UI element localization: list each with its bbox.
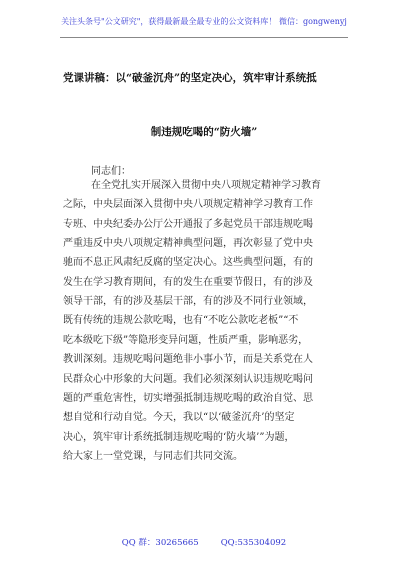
paragraph-line: 严重违反中央八项规定精神典型问题，再次彰显了党中央 <box>63 238 313 250</box>
paragraph-line: 之际，中央层面深入贯彻中央八项规定精神学习教育工作 <box>63 199 313 211</box>
paragraph-line: 教训深刻。违规吃喝问题绝非小事小节，而是关系党在人 <box>63 354 313 366</box>
greeting: 同志们： <box>91 166 131 177</box>
paragraph-line: 驰而不息正风肃纪反腐的坚定决心。这些典型问题，有的 <box>63 257 313 269</box>
footer-qq-number: QQ:535304092 <box>220 538 287 548</box>
paragraph-line: 发生在学习教育期间，有的发生在重要节假日，有的涉及 <box>63 276 313 288</box>
footer-qq-group: QQ 群：30265665 <box>121 538 199 548</box>
document-title-line-2: 制违规吃喝的“防火墙” <box>150 126 258 138</box>
document-title-line-1: 党课讲稿：以“破釜沉舟”的坚定决心，筑牢审计系统抵 <box>63 72 317 84</box>
paragraph-line: 领导干部，有的涉及基层干部，有的涉及不同行业领域， <box>63 296 313 308</box>
paragraph-line: 想自觉和行动自觉。今天，我以“以‘破釜沉舟’的坚定 <box>63 412 295 424</box>
paragraph-line: 给大家上一堂党课，与同志们共同交流。 <box>63 450 243 462</box>
paragraph-line: 吃本级吃下级”等隐形变异问题，性质严重，影响恶劣， <box>63 334 309 346</box>
footer-contact <box>0 536 408 548</box>
paragraph-line: 在全党扎实开展深入贯彻中央八项规定精神学习教育 <box>91 180 321 191</box>
paragraph-line: 民群众心中形象的大问题。我们必须深刻认识违规吃喝问 <box>63 373 313 385</box>
paragraph-line: 专班、中央纪委办公厅公开通报了多起党员干部违规吃喝 <box>63 218 313 230</box>
header-divider <box>60 37 348 38</box>
paragraph-line: 既有传统的违规公款吃喝，也有“不吃公款吃老板”“不 <box>63 315 299 327</box>
header-promo-text: 关注头条号"公文研究"，获得最新最全最专业的公文资料库！ 微信：gongwenyj <box>61 17 347 26</box>
paragraph-line: 决心，筑牢审计系统抵制违规吃喝的‘防火墙’”为题， <box>63 431 295 443</box>
paragraph-line: 题的严重危害性，切实增强抵制违规吃喝的政治自觉、思 <box>63 392 313 404</box>
